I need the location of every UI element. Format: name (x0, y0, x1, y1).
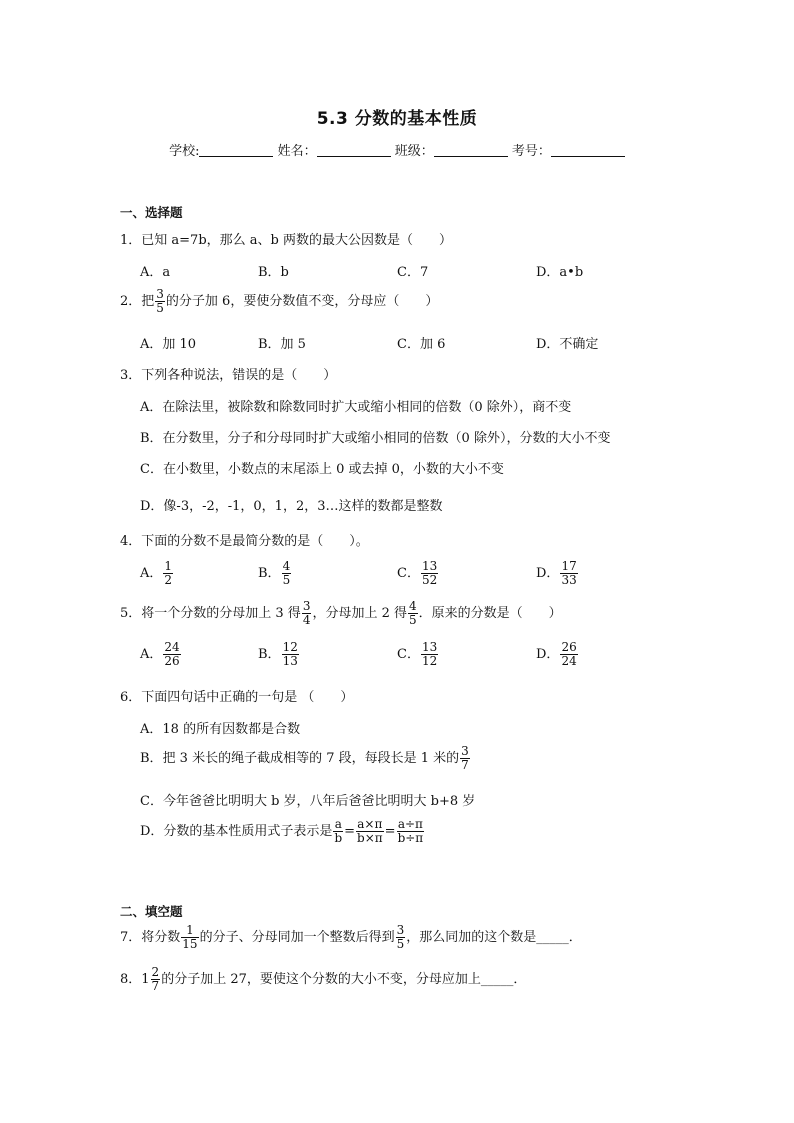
q4-option-c[interactable]: C． $\frac{13}{52}$ (397, 559, 438, 587)
q2-text-pre: 2．把 (120, 294, 155, 309)
q1-option-a[interactable]: A．a (140, 265, 171, 280)
q3-option-b[interactable]: B．在分数里，分子和分母同时扩大或缩小相同的倍数（0 除外），分数的大小不变 (140, 431, 611, 446)
q1-option-d[interactable]: D．a•b (536, 265, 584, 280)
q5-option-a[interactable]: A． $\frac{24}{26}$ (140, 640, 180, 668)
id-label: 考号： (511, 144, 551, 159)
q5-option-c[interactable]: C． $\frac{13}{12}$ (397, 640, 438, 668)
q2-fraction: $\frac{3}{5}$ (156, 287, 164, 315)
class-label: 班级： (394, 144, 434, 159)
q5-option-b[interactable]: B． $\frac{12}{13}$ (258, 640, 298, 668)
q5-option-d[interactable]: D． $\frac{26}{24}$ (536, 640, 577, 668)
id-blank[interactable] (551, 142, 625, 157)
q1-option-c[interactable]: C．7 (397, 265, 429, 280)
q5-fraction-2: $\frac{4}{5}$ (409, 599, 417, 627)
student-info-line (0, 140, 794, 159)
q6-option-c[interactable]: C．今年爸爸比明明大 b 岁，八年后爸爸比明明大 b+8 岁 (140, 794, 476, 809)
question-8-stem: 8．1 $\frac{2}{7}$ 的分子加上 27，要使这个分数的大小不变，分母应加上_____． (120, 965, 527, 993)
q6-option-b[interactable]: B．把 3 米长的绳子截成相等的 7 段，每段长是 1 米的 $\frac{3}{7}$ (140, 744, 469, 772)
q1-option-b[interactable]: B．b (258, 265, 289, 280)
q2-option-d[interactable]: D．不确定 (536, 337, 599, 352)
question-5-stem: 5．将一个分数的分母加上 3 得 $\frac{3}{4}$ ，分母加上 2 得 $\frac{4}{5}$ ．原来的分数是（ ） (120, 599, 562, 627)
q2-option-b[interactable]: B．加 5 (258, 337, 306, 352)
q4-option-b[interactable]: B． $\frac{4}{5}$ (258, 559, 291, 587)
q2-option-c[interactable]: C．加 6 (397, 337, 446, 352)
question-4-stem: 4．下面的分数不是最简分数的是（ ）。 (120, 534, 369, 549)
name-blank[interactable] (317, 142, 391, 157)
q2-text-post: 的分子加 6，要使分数值不变，分母应（ ） (165, 294, 439, 309)
question-6-stem: 6．下面四句话中正确的一句是 （ ） (120, 690, 354, 705)
q2-option-a[interactable]: A．加 10 (140, 337, 197, 352)
section-choice-heading: 一、选择题 (120, 205, 183, 220)
page-title: 5.3 分数的基本性质 (316, 109, 478, 129)
q7-fraction-2: $\frac{3}{5}$ (396, 923, 405, 951)
q8-fraction: $\frac{2}{7}$ (151, 965, 160, 993)
class-blank[interactable] (434, 142, 508, 157)
question-2-stem (120, 288, 438, 315)
q4-option-a[interactable]: A． $\frac{1}{2}$ (140, 559, 173, 587)
q6-option-a[interactable]: A．18 的所有因数都是合数 (140, 722, 301, 737)
school-label: 学校: (169, 144, 200, 159)
q3-option-c[interactable]: C．在小数里，小数点的末尾添上 0 或去掉 0，小数的大小不变 (140, 462, 504, 477)
q6-option-d[interactable]: D．分数的基本性质用式子表示是 $\frac{a}{b}$ = $\frac{a\times\pi}{b\times\pi}$ = $\frac{a\div\pi}{b\div\pi}$ (140, 817, 424, 845)
name-label: 姓名： (277, 144, 317, 159)
q7-fraction-1: $\frac{1}{15}$ (182, 923, 198, 951)
q4-option-d[interactable]: D． $\frac{17}{33}$ (536, 559, 577, 587)
q3-option-d[interactable]: D．像-3，-2，-1，0，1，2，3…这样的数都是整数 (140, 499, 443, 514)
school-blank[interactable] (199, 142, 273, 157)
question-3-stem: 3．下列各种说法，错误的是（ ） (120, 368, 337, 383)
question-1-stem: 1．已知 a=7b，那么 a、b 两数的最大公因数是（ ） (120, 233, 452, 248)
q5-fraction-1: $\frac{3}{4}$ (302, 599, 311, 627)
section-fill-heading: 二、填空题 (120, 904, 183, 919)
q3-option-a[interactable]: A．在除法里，被除数和除数同时扩大或缩小相同的倍数（0 除外），商不变 (140, 400, 572, 415)
question-7-stem: 7．将分数 $\frac{1}{15}$ 的分子、分母同加一个整数后得到 $\frac{3}{5}$ ，那么同加的这个数是_____． (120, 923, 582, 951)
